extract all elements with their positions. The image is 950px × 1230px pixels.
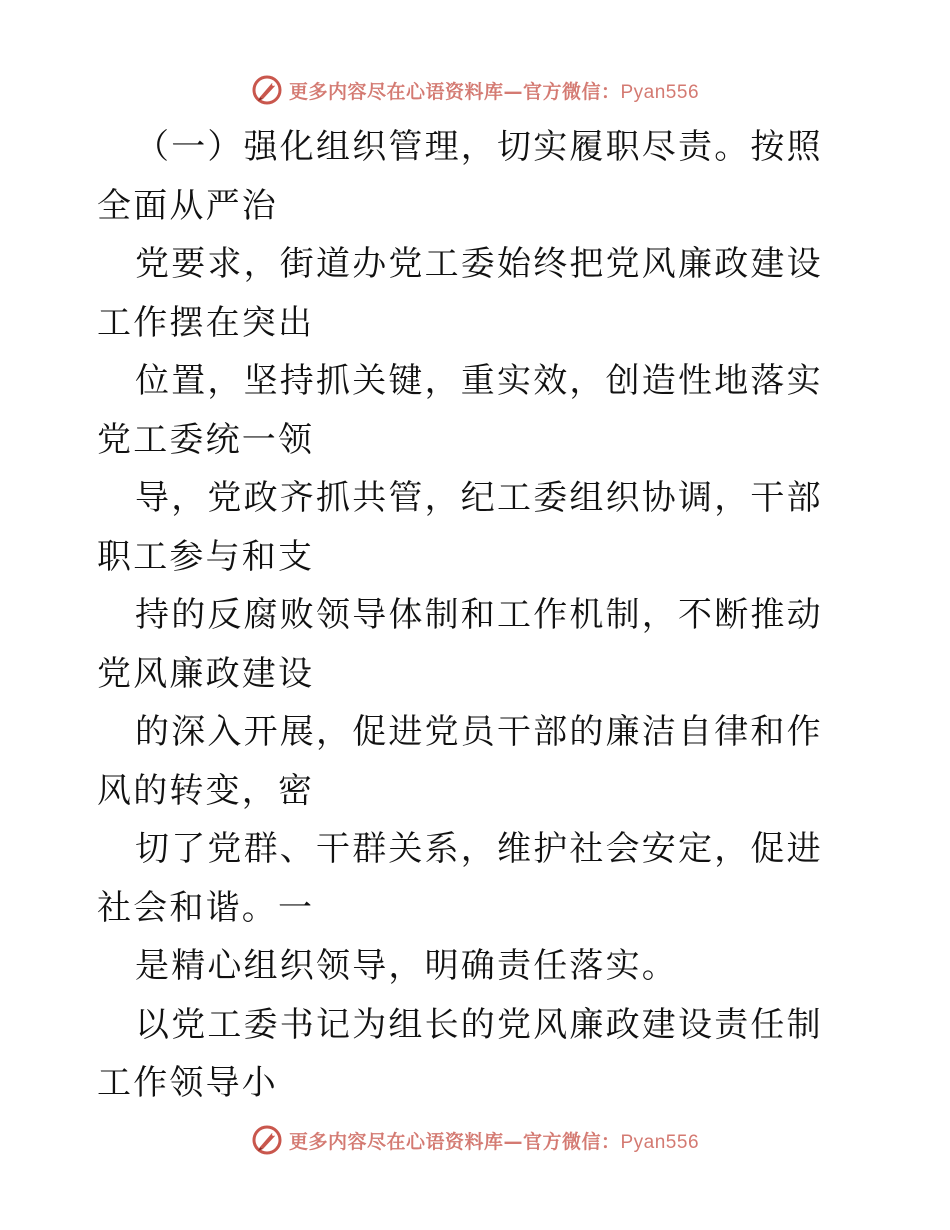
document-body xyxy=(97,118,853,1113)
paragraph: 党要求，街道办党工委始终把党风廉政建设工作摆在突出 xyxy=(97,244,823,343)
pen-nib-logo-icon xyxy=(251,1124,283,1156)
header-watermark xyxy=(0,68,950,112)
paragraph: 的深入开展，促进党员干部的廉洁自律和作风的转变，密 xyxy=(97,712,823,811)
footer-watermark xyxy=(0,1118,950,1162)
watermark-wechat-id: Pyan556 xyxy=(620,1131,700,1153)
paragraph: 持的反腐败领导体制和工作机制，不断推动党风廉政建设 xyxy=(97,595,823,694)
watermark-wechat-id: Pyan556 xyxy=(620,81,700,103)
watermark-text: 更多内容尽在心语资料库—官方微信：Pyan556 xyxy=(288,1130,700,1153)
watermark-text: 更多内容尽在心语资料库—官方微信：Pyan556 xyxy=(288,80,700,103)
paragraph: 导，党政齐抓共管，纪工委组织协调，干部职工参与和支 xyxy=(97,478,823,577)
paragraph: 位置，坚持抓关键，重实效，创造性地落实党工委统一领 xyxy=(97,361,823,460)
pen-nib-logo-icon xyxy=(251,74,283,106)
paragraph: 是精心组织领导，明确责任落实。 xyxy=(135,946,678,986)
paragraph: 以党工委书记为组长的党风廉政建设责任制工作领导小 xyxy=(97,1004,823,1103)
paragraph: （一）强化组织管理，切实履职尽责。按照全面从严治 xyxy=(97,127,823,226)
paragraph: 切了党群、干群关系，维护社会安定，促进社会和谐。一 xyxy=(97,829,823,928)
